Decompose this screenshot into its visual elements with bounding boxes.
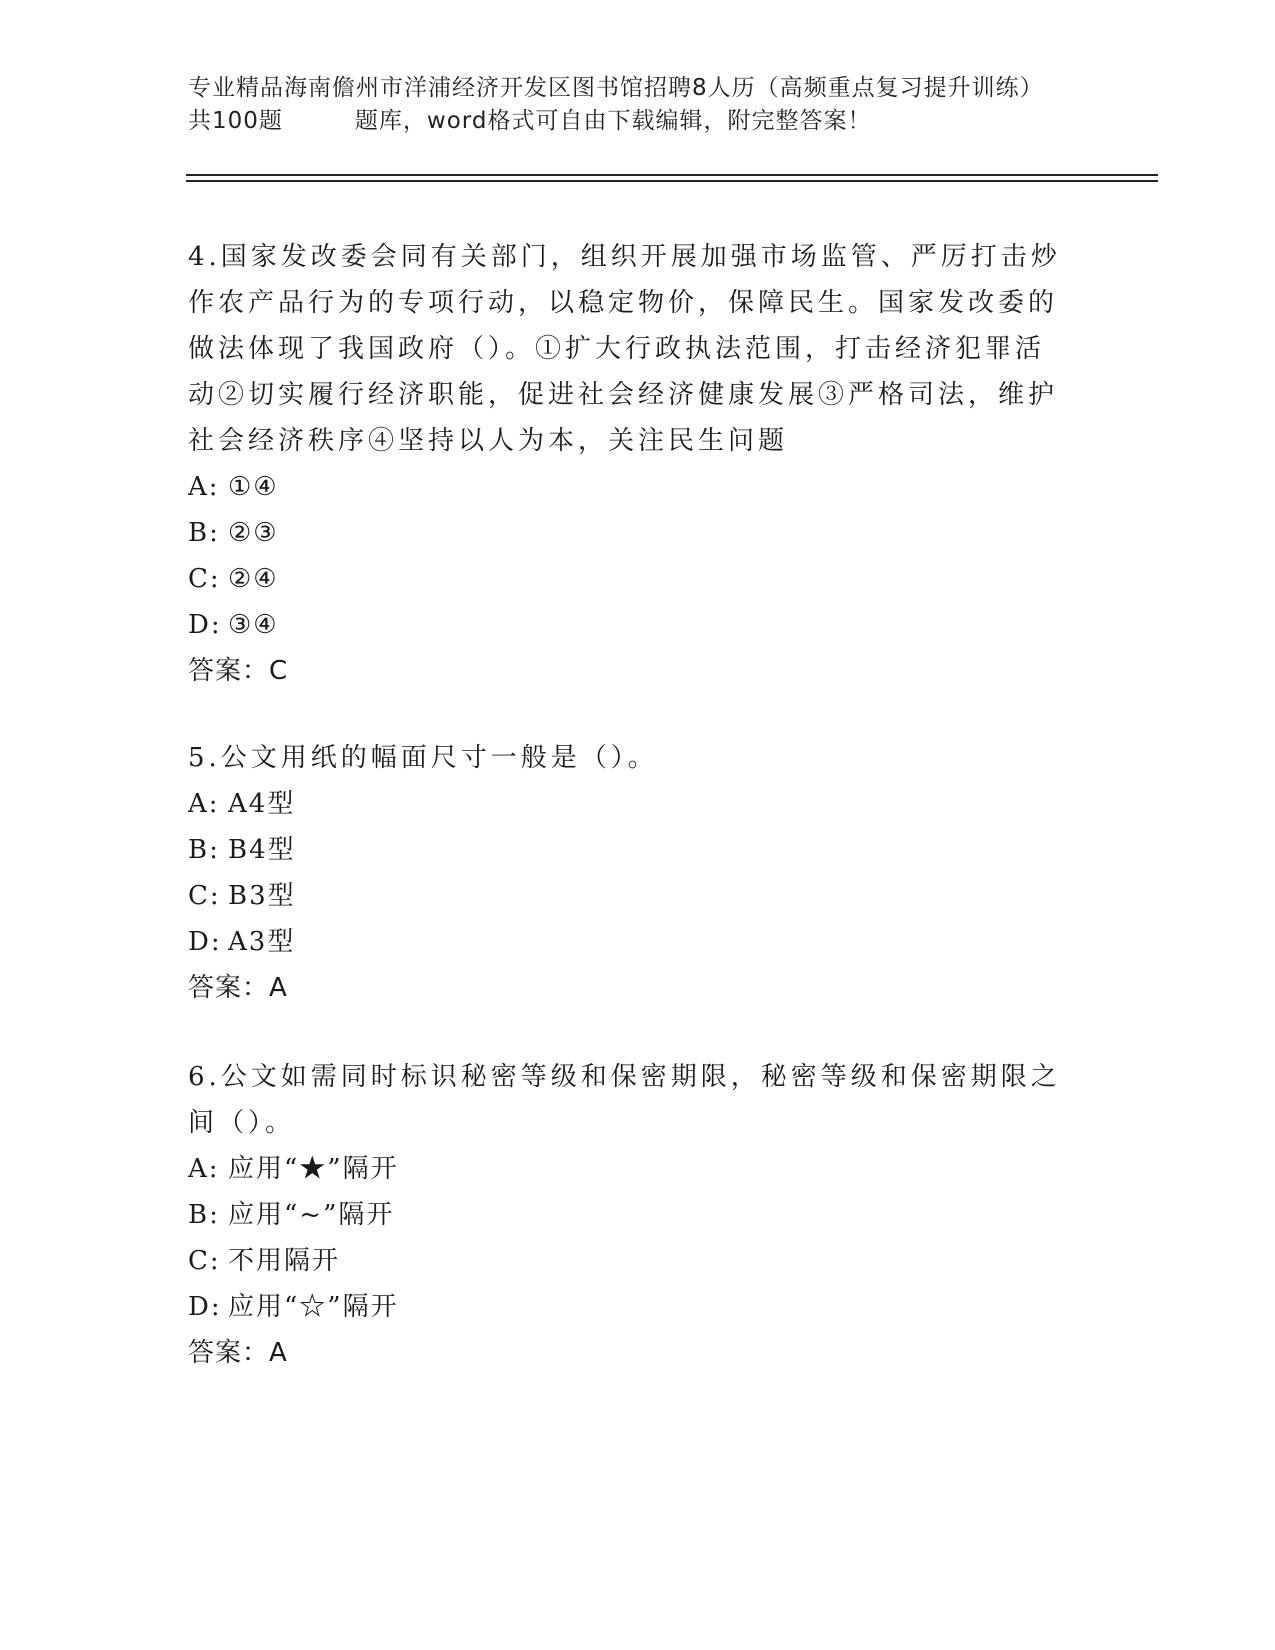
option-letter: C: bbox=[188, 881, 221, 911]
option-letter: C: bbox=[188, 1246, 221, 1276]
question-stem: 4.国家发改委会同有关部门，组织开展加强市场监管、严厉打击炒作农产品行为的专项行动，以稳定物价，保障民生。国家发改委的做法体现了我国政府（）。①扩大行政执法范围，打击经济犯罪活动②切实履行经济职能，促进社会经济健康发展③严格司法，维护社会经济秩序④坚持以人为本，关注民生问题 bbox=[188, 242, 1061, 456]
option-d bbox=[188, 919, 1068, 965]
option-letter: A: bbox=[188, 1154, 220, 1184]
option-text: ②④ bbox=[228, 564, 279, 594]
question-stem: 5.公文用纸的幅面尺寸一般是（）。 bbox=[188, 743, 658, 773]
option-letter: B: bbox=[188, 518, 220, 548]
option-letter: D: bbox=[188, 1292, 222, 1322]
question-stem: 6.公文如需同时标识秘密等级和保密期限，秘密等级和保密期限之间（）。 bbox=[188, 1062, 1061, 1138]
option-letter: D: bbox=[188, 927, 222, 957]
option-letter: B: bbox=[188, 1200, 220, 1230]
option-letter: D: bbox=[188, 610, 222, 640]
option-letter: B: bbox=[188, 835, 220, 865]
question-block bbox=[188, 1054, 1068, 1376]
option-b bbox=[188, 1192, 1068, 1238]
option-text: A4型 bbox=[228, 789, 296, 819]
option-b bbox=[188, 827, 1068, 873]
header-question-count: 共100题 bbox=[188, 108, 283, 134]
option-a bbox=[188, 1146, 1068, 1192]
option-text: 应用“★”隔开 bbox=[228, 1154, 399, 1184]
option-c bbox=[188, 873, 1068, 919]
option-text: ①④ bbox=[228, 472, 279, 502]
question-block bbox=[188, 234, 1068, 694]
answer-line: 答案：A bbox=[188, 1338, 288, 1368]
option-text: 应用“~”隔开 bbox=[228, 1200, 395, 1230]
option-text: B4型 bbox=[228, 835, 296, 865]
option-c bbox=[188, 1238, 1068, 1284]
option-d bbox=[188, 1284, 1068, 1330]
option-text: ③④ bbox=[228, 610, 279, 640]
header-title: 专业精品海南儋州市洋浦经济开发区图书馆招聘8人历（高频重点复习提升训练） bbox=[188, 75, 1044, 101]
question-block bbox=[188, 735, 1068, 1011]
option-text: 不用隔开 bbox=[228, 1246, 341, 1276]
answer-line: 答案：A bbox=[188, 973, 288, 1003]
option-text: A3型 bbox=[228, 927, 296, 957]
option-d bbox=[188, 602, 1068, 648]
option-letter: C: bbox=[188, 564, 221, 594]
header-subtitle bbox=[188, 105, 1088, 138]
header-divider-top bbox=[186, 174, 1158, 176]
option-text: 应用“☆”隔开 bbox=[228, 1292, 399, 1322]
header-description: 题库，word格式可自由下载编辑，附完整答案！ bbox=[354, 108, 872, 134]
option-a bbox=[188, 781, 1068, 827]
document-header bbox=[188, 72, 1088, 138]
option-a bbox=[188, 464, 1068, 510]
option-b bbox=[188, 510, 1068, 556]
option-letter: A: bbox=[188, 472, 220, 502]
option-c bbox=[188, 556, 1068, 602]
option-text: ②③ bbox=[228, 518, 279, 548]
header-divider-bottom bbox=[186, 180, 1158, 182]
option-text: B3型 bbox=[228, 881, 296, 911]
answer-line: 答案：C bbox=[188, 656, 289, 686]
option-letter: A: bbox=[188, 789, 220, 819]
